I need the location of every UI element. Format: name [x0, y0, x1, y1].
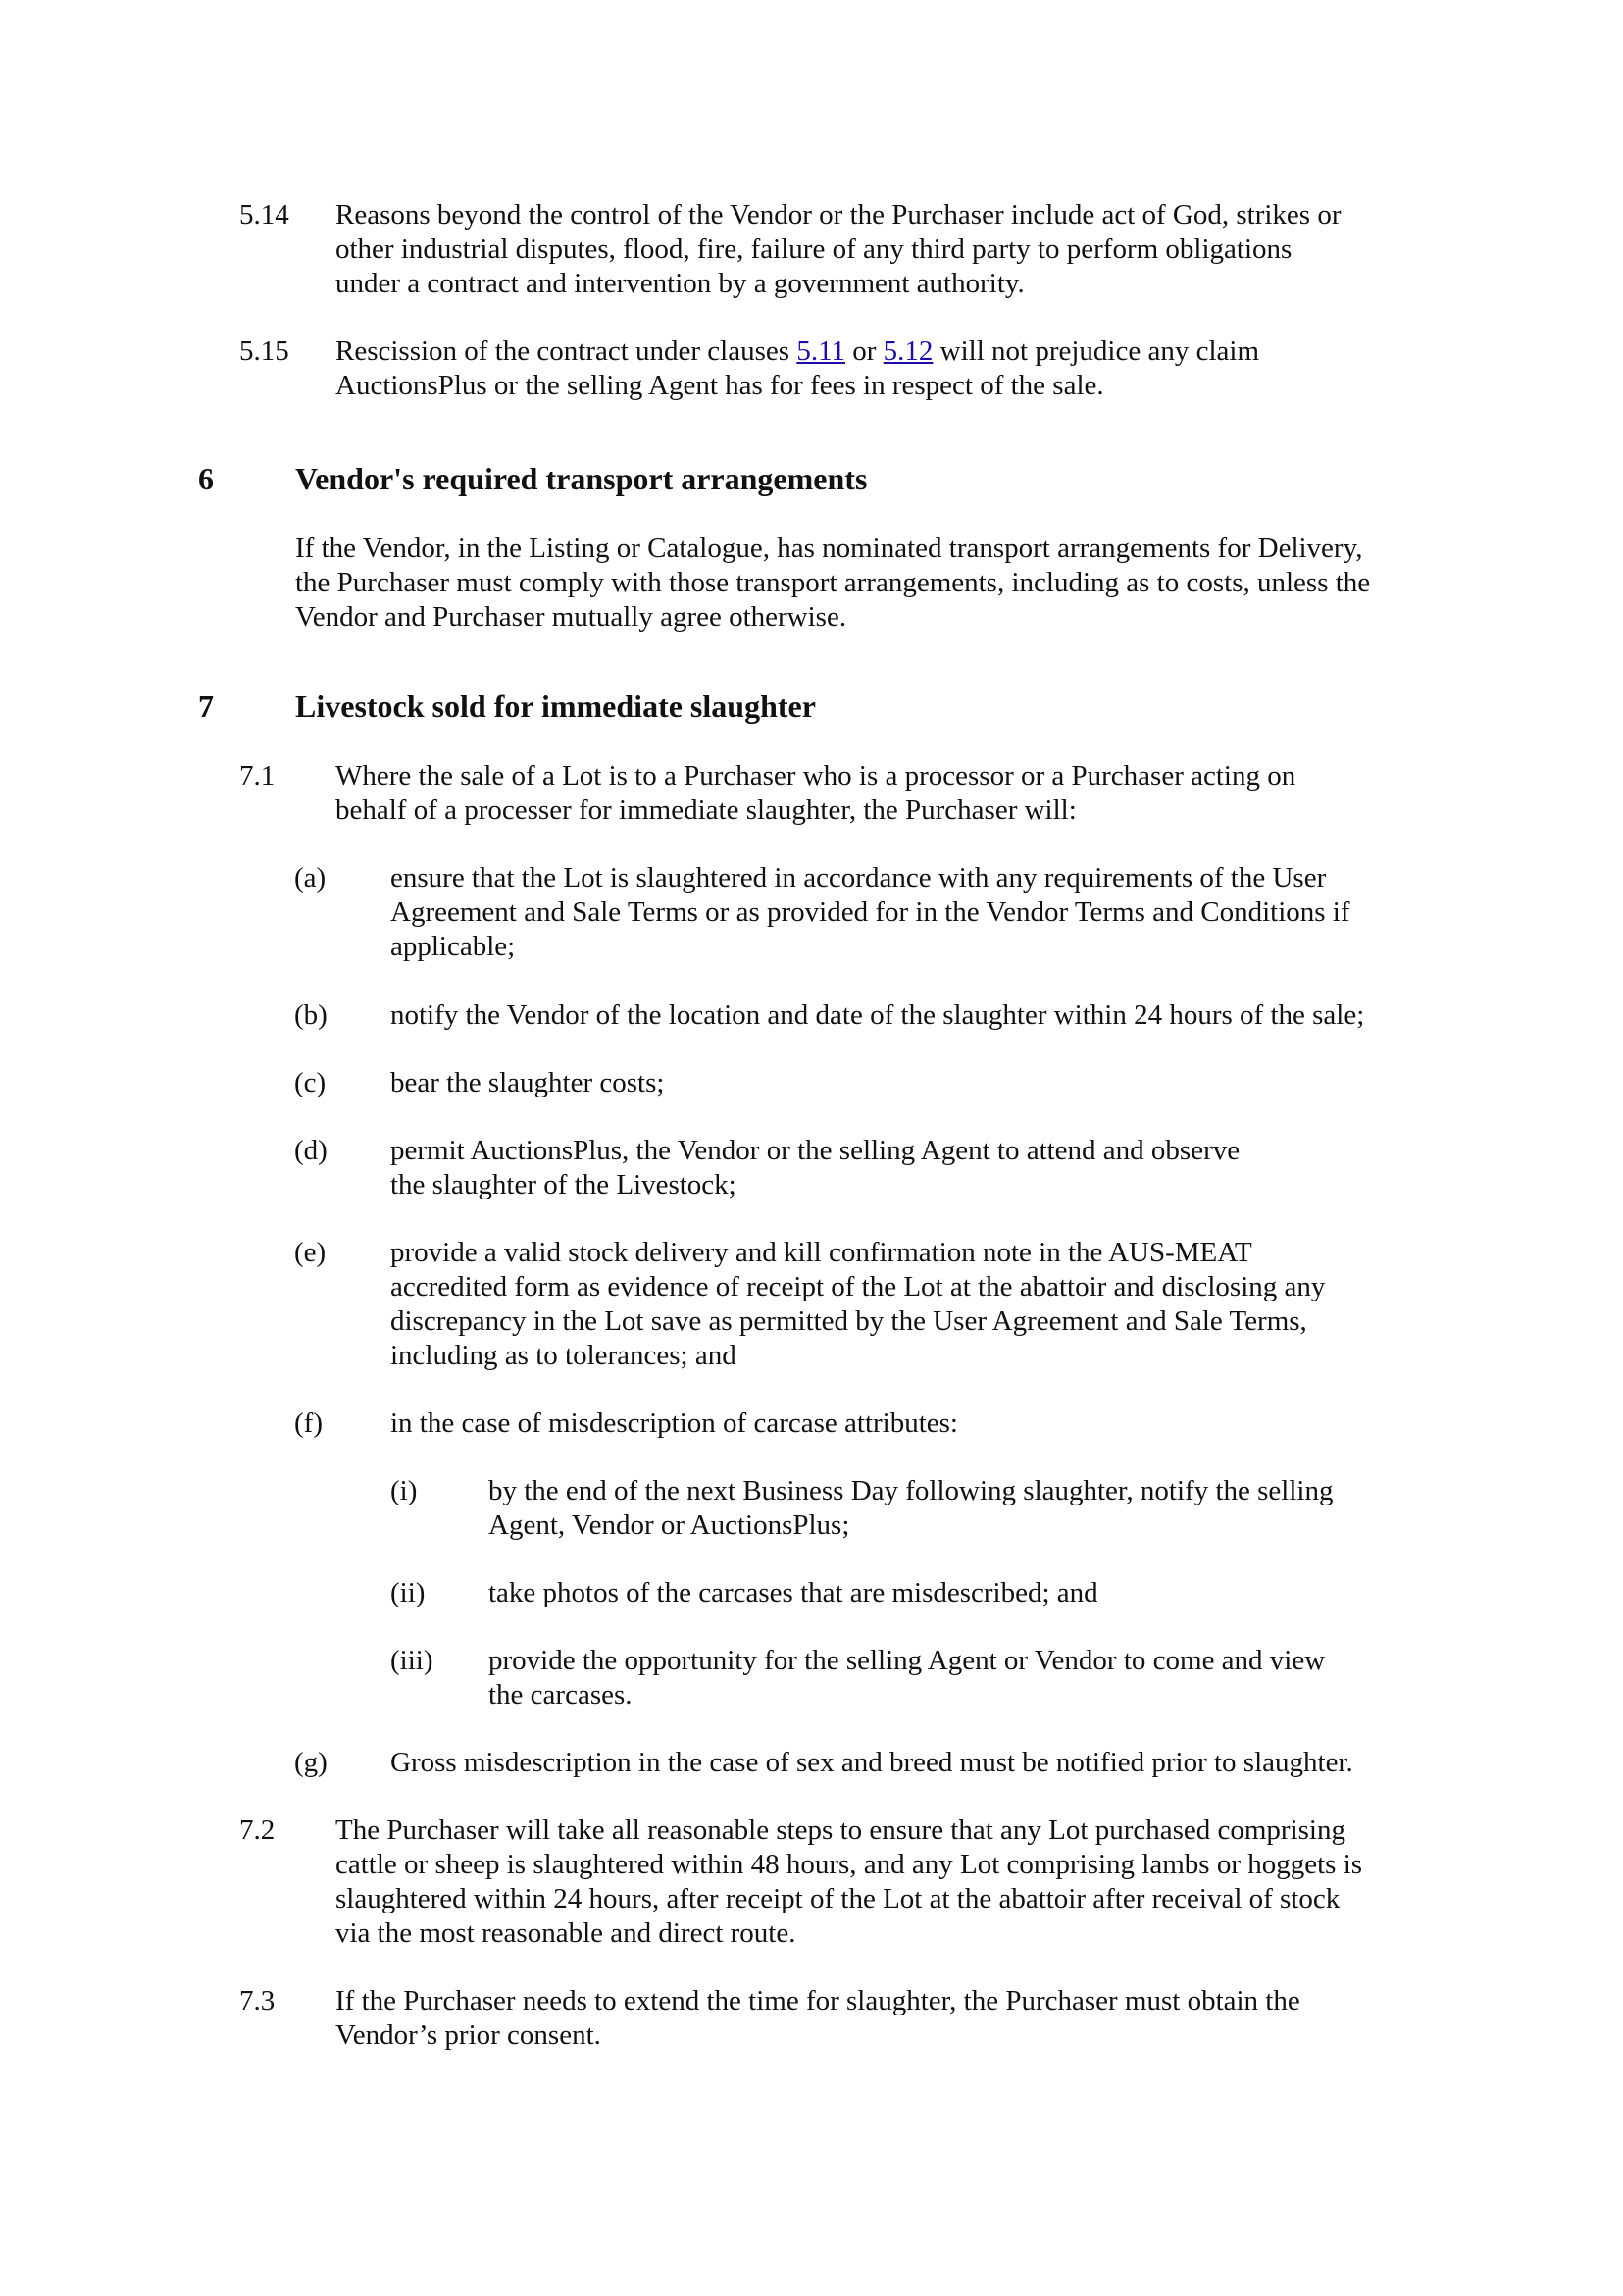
text-line: Vendor’s prior consent. — [335, 2019, 601, 2051]
clause-number: 5.14 — [239, 199, 289, 230]
item-text — [390, 998, 1469, 1033]
text-fragment: or — [845, 335, 884, 367]
item-label: (c) — [294, 1067, 327, 1098]
text-line: Gross misdescription in the case of sex and breed must be notified prior to slaughter. — [390, 1747, 1353, 1778]
item-text — [488, 1576, 1479, 1610]
clause-text — [335, 759, 1444, 828]
text-fragment: will not prejudice any claim — [933, 335, 1260, 367]
text-line: notify the Vendor of the location and date of the slaughter within 24 hours of the sale; — [390, 999, 1365, 1031]
item-text — [390, 1066, 1469, 1100]
text-line: discrepancy in the Lot save as permitted by the User Agreement and Sale Terms, — [390, 1305, 1307, 1337]
item-text — [390, 1746, 1469, 1780]
item-label: (a) — [294, 862, 327, 893]
text-line: accredited form as evidence of receipt of the Lot at the abattoir and disclosing any — [390, 1271, 1326, 1302]
item-label: (f) — [294, 1407, 323, 1439]
item-text — [390, 1406, 1469, 1441]
text-line: Agent, Vendor or AuctionsPlus; — [488, 1509, 850, 1541]
text-line: applicable; — [390, 931, 516, 962]
text-line: via the most reasonable and direct route. — [335, 1917, 796, 1949]
text-line: slaughtered within 24 hours, after receipt of the Lot at the abattoir after receival of stock — [335, 1883, 1341, 1914]
text-line: AuctionsPlus or the selling Agent has for fees in respect of the sale. — [335, 370, 1104, 401]
item-text — [390, 1134, 1469, 1202]
text-line: Agreement and Sale Terms or as provided for in the Vendor Terms and Conditions if — [390, 896, 1350, 928]
item-label: (iii) — [390, 1645, 433, 1676]
item-text — [390, 1236, 1469, 1373]
text-line: permit AuctionsPlus, the Vendor or the selling Agent to attend and observe — [390, 1135, 1241, 1166]
text-line: cattle or sheep is slaughtered within 48 hours, and any Lot comprising lambs or hoggets is — [335, 1849, 1363, 1880]
item-label: (g) — [294, 1747, 328, 1778]
clause-number: 7.1 — [239, 760, 276, 791]
text-line: Where the sale of a Lot is to a Purchaser who is a processor or a Purchaser acting on — [335, 760, 1296, 791]
clause-number: 7.3 — [239, 1985, 276, 2016]
text-line: Vendor and Purchaser mutually agree otherwise. — [295, 601, 847, 633]
text-line: provide a valid stock delivery and kill confirmation note in the AUS-MEAT — [390, 1237, 1252, 1268]
clause-text — [335, 334, 1444, 403]
text-line: The Purchaser will take all reasonable steps to ensure that any Lot purchased comprising — [335, 1814, 1345, 1846]
text-line: bear the slaughter costs; — [390, 1067, 665, 1098]
item-text — [488, 1474, 1479, 1543]
text-line: in the case of misdescription of carcase attributes: — [390, 1407, 958, 1439]
item-label: (i) — [390, 1475, 418, 1506]
clause-number: 7.2 — [239, 1814, 276, 1846]
clause-link-5-12[interactable]: 5.12 — [883, 335, 934, 367]
text-line: the Purchaser must comply with those transport arrangements, including as to costs, unless the — [295, 567, 1371, 598]
text-line: other industrial disputes, flood, fire, failure of any third party to perform obligations — [335, 233, 1293, 265]
section-title: Livestock sold for immediate slaughter — [295, 689, 816, 724]
text-line: ensure that the Lot is slaughtered in accordance with any requirements of the User — [390, 862, 1327, 893]
text-line: Reasons beyond the control of the Vendor or the Purchaser include act of God, strikes or — [335, 199, 1342, 230]
text-line: the slaughter of the Livestock; — [390, 1169, 736, 1200]
text-line: take photos of the carcases that are misdescribed; and — [488, 1577, 1098, 1608]
item-label: (e) — [294, 1237, 327, 1268]
clause-number: 5.15 — [239, 335, 289, 367]
section-number: 7 — [198, 689, 214, 724]
clause-text — [335, 198, 1444, 301]
item-label: (b) — [294, 999, 328, 1031]
text-line — [335, 334, 1444, 369]
clause-link-5-11[interactable]: 5.11 — [796, 335, 845, 367]
item-label: (ii) — [390, 1577, 426, 1608]
clause-text — [335, 1984, 1444, 2053]
text-line: including as to tolerances; and — [390, 1340, 736, 1371]
section-title: Vendor's required transport arrangements — [295, 461, 868, 496]
section-6-body — [295, 532, 1452, 635]
text-line: provide the opportunity for the selling Agent or Vendor to come and view — [488, 1645, 1326, 1676]
text-line: the carcases. — [488, 1679, 633, 1710]
text-line: If the Purchaser needs to extend the time for slaughter, the Purchaser must obtain the — [335, 1985, 1300, 2016]
text-line: behalf of a processer for immediate slaughter, the Purchaser will: — [335, 794, 1077, 826]
item-label: (d) — [294, 1135, 328, 1166]
text-fragment: Rescission of the contract under clauses — [335, 335, 797, 367]
text-line: by the end of the next Business Day following slaughter, notify the selling — [488, 1475, 1334, 1506]
item-text — [390, 861, 1469, 964]
text-line: If the Vendor, in the Listing or Catalogue, has nominated transport arrangements for Delivery, — [295, 533, 1363, 564]
item-text — [488, 1644, 1479, 1712]
text-line: under a contract and intervention by a government authority. — [335, 268, 1025, 299]
section-number: 6 — [198, 461, 214, 496]
clause-text — [335, 1813, 1444, 1951]
